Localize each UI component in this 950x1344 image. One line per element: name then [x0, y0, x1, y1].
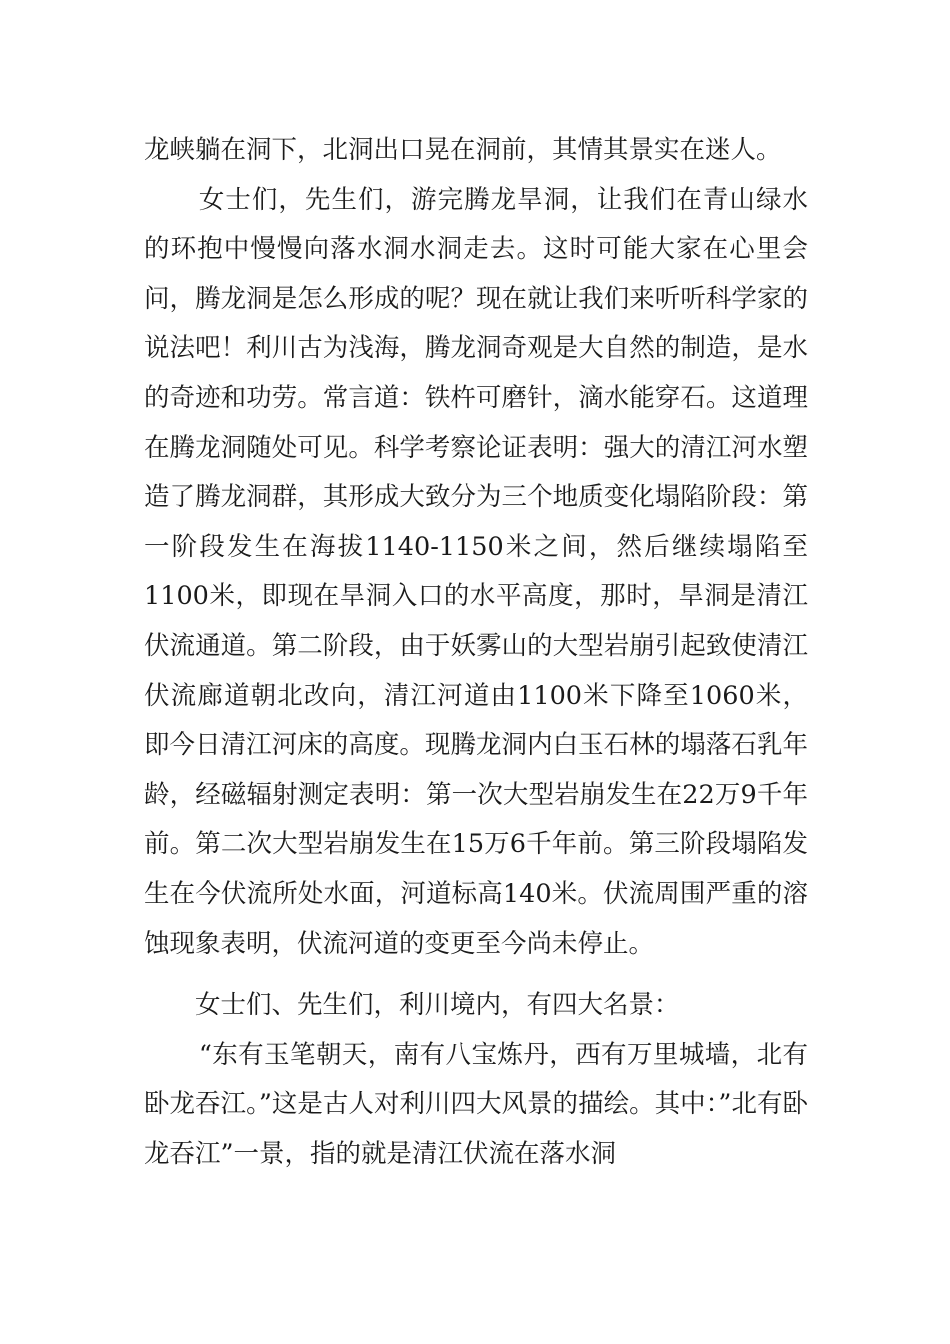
paragraph-continuation: 龙峡躺在洞下，北洞出口晃在洞前，其情其景实在迷人。 [144, 135, 782, 165]
paragraph-formation-explanation: 女士们，先生们，游完腾龙旱洞，让我们在青山绿水的环抱中慢慢向落水洞水洞走去。这时可能大家在心里会问，腾龙洞是怎么形成的呢？现在就让我们来听听科学家的说法吧！利川古为浅海，腾龙洞奇观是大自然的制造，是水的奇迹和功劳。常言道：铁杵可磨针，滴水能穿石。这道理在腾龙洞随处可见。科学考察论证表明：强大的清江河水塑造了腾龙洞群，其形成大致分为三个地质变化塌陷阶段：第一阶段发生在海拔1140-1150米之间，然后继续塌陷至1100米，即现在旱洞入口的水平高度，那时，旱洞是清江伏流通道。第二阶段，由于妖雾山的大型岩崩引起致使清江伏流廊道朝北改向，清江河道由1100米下降至1060米，即今日清江河床的高度。现腾龙洞内白玉石林的塌落石乳年龄，经磁辐射测定表明：第一次大型岩崩发生在22万9千年前。第二次大型岩崩发生在15万6千年前。第三阶段塌陷发生在今伏流所处水面，河道标高140米。伏流周围严重的溶蚀现象表明，伏流河道的变更至今尚未停止。 [144, 184, 808, 959]
document-body [144, 126, 808, 1179]
paragraph-four-scenic-spots-quote: “东有玉笔朝天，南有八宝炼丹，西有万里城墙，北有卧龙吞江。”这是古人对利川四大风景的描绘。其中：”北有卧龙吞江”一景，指的就是清江伏流在落水洞 [144, 1039, 808, 1169]
paragraph-four-scenic-spots-intro: 女士们、先生们，利川境内，有四大名景： [195, 990, 680, 1021]
